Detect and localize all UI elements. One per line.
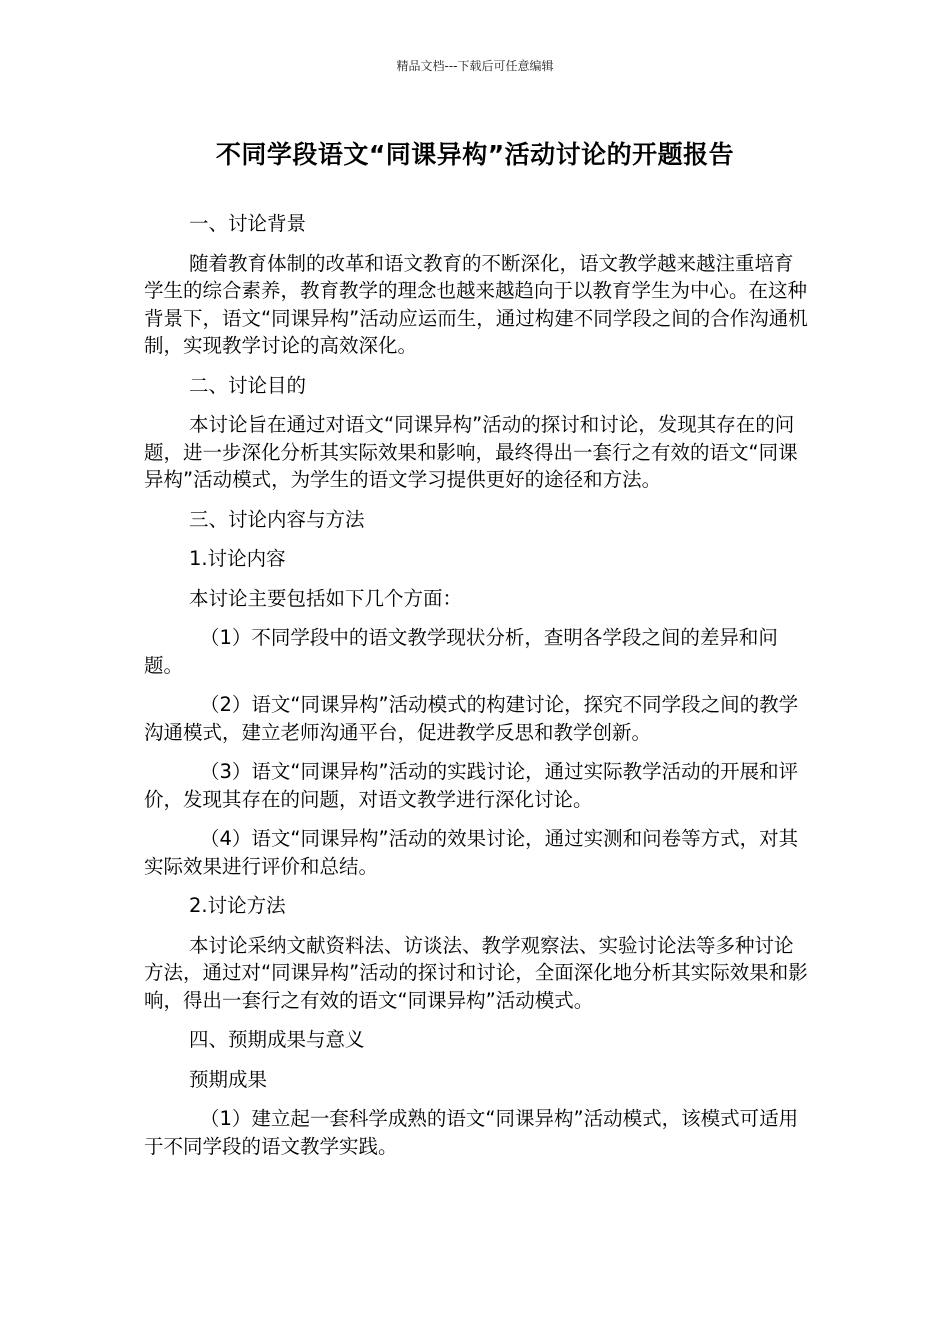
content-intro: 本讨论主要包括如下几个方面： — [189, 586, 463, 610]
document-title: 不同学段语文“同课异构”活动讨论的开题报告 — [215, 140, 735, 169]
background-paragraph: 随着教育体制的改革和语文教育的不断深化，语文教学越来越注重培育学生的综合素养，教育教学的理念也越来越趋向于以教育学生为中心。在这种背景下，语文“同课异构”活动应运而生，通过构建不同学段之间的合作沟通机制，实现教学讨论的高效深化。 — [144, 251, 808, 357]
content-item: （4）语文“同课异构”活动的效果讨论，通过实测和问卷等方式，对其实际效果进行评价和总结。 — [144, 827, 799, 878]
page-header-note: 精品文档---下载后可任意编辑 — [396, 59, 554, 73]
subheading-expected-results: 预期成果 — [189, 1067, 268, 1091]
section-heading-background: 一、讨论背景 — [189, 212, 307, 235]
section-heading-outcomes: 四、预期成果与意义 — [189, 1028, 365, 1051]
content-item: （3）语文“同课异构”活动的实践讨论，通过实际教学活动的开展和评价，发现其存在的问题，对语文教学进行深化讨论。 — [144, 760, 799, 811]
section-heading-content-method: 三、讨论内容与方法 — [189, 507, 365, 531]
section-heading-purpose: 二、讨论目的 — [189, 373, 307, 397]
subheading-method: 2.讨论方法 — [189, 894, 286, 917]
document-body — [144, 210, 808, 1160]
content-item: （1）不同学段中的语文教学现状分析，查明各学段之间的差异和问题。 — [144, 626, 778, 677]
content-item: （2）语文“同课异构”活动模式的构建讨论，探究不同学段之间的教学沟通模式，建立老师沟通平台，促进教学反思和教学创新。 — [144, 693, 799, 744]
subheading-content: 1.讨论内容 — [189, 547, 286, 570]
outcome-item: （1）建立起一套科学成熟的语文“同课异构”活动模式，该模式可适用于不同学段的语文教学实践。 — [144, 1107, 799, 1158]
purpose-paragraph: 本讨论旨在通过对语文“同课异构”活动的探讨和讨论，发现其存在的问题，进一步深化分析其实际效果和影响，最终得出一套行之有效的语文“同课异构”活动模式，为学生的语文学习提供更好的途径和方法。 — [144, 413, 798, 491]
method-paragraph: 本讨论采纳文献资料法、访谈法、教学观察法、实验讨论法等多种讨论方法，通过对“同课异构”活动的探讨和讨论，全面深化地分析其实际效果和影响，得出一套行之有效的语文“同课异构”活动模式。 — [144, 933, 808, 1012]
